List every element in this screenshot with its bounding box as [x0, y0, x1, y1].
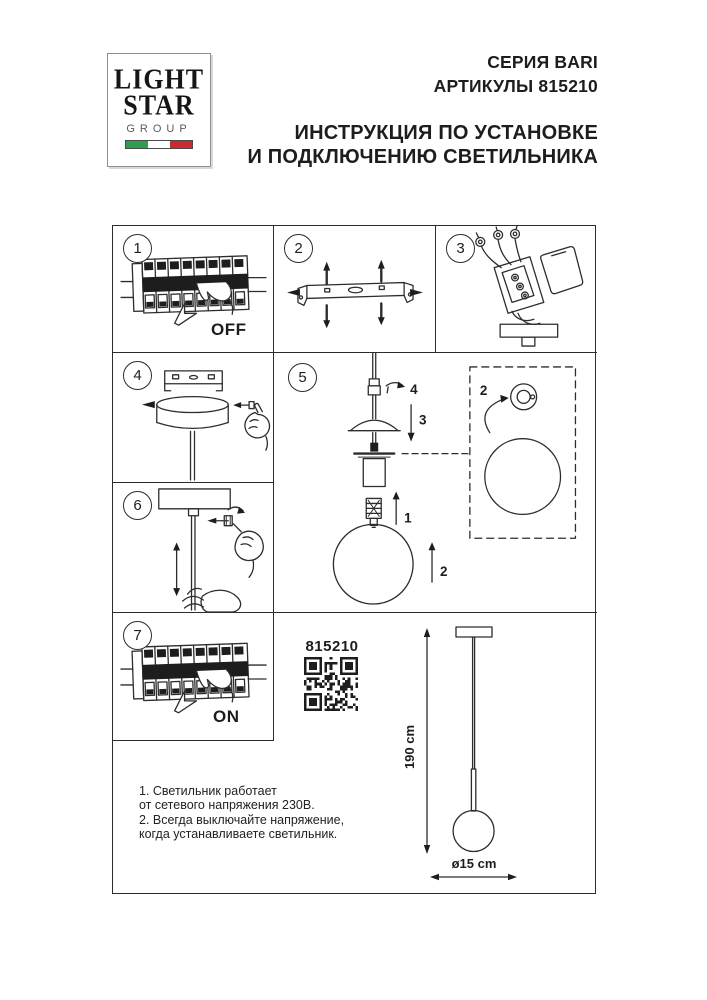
upper-hand-icon: [233, 524, 263, 578]
pendant-dimension-drawing: [402, 619, 597, 891]
inset-label-2: 2: [479, 382, 488, 398]
qr-code: [304, 657, 358, 711]
step-1-number-badge: 1: [123, 234, 152, 263]
globe-up-callout: [429, 542, 448, 582]
flag-green: [126, 141, 148, 148]
bulb-up-callout: [393, 491, 412, 525]
hand-icon: [245, 404, 270, 451]
height-label: 190 cm: [402, 724, 417, 770]
step-6-number-badge: 6: [123, 491, 152, 520]
callout-3: 3: [419, 412, 427, 428]
cover-icon: [541, 247, 583, 294]
double-arrow-icon: [173, 543, 180, 597]
retaining-ring-icon: [511, 384, 537, 410]
off-label: OFF: [211, 320, 247, 339]
steps-grid: [112, 225, 596, 894]
socket-assembly: [354, 433, 394, 487]
logo-star: STAR: [123, 89, 195, 122]
on-label: ON: [213, 707, 240, 726]
rotate-callout: [386, 381, 418, 396]
terminal-plate-icon: [494, 257, 544, 314]
note-line-2: от сетевого напряжения 230В.: [139, 798, 315, 813]
left-arrow-icon: [142, 401, 155, 408]
suspension-rod: [368, 353, 380, 419]
articles-title: АРТИКУЛЫ 815210: [433, 76, 598, 96]
qr-article-label: 815210: [305, 638, 359, 655]
step-1-cell: [113, 226, 274, 353]
step-4-number-badge: 4: [123, 361, 152, 390]
flag-red: [170, 141, 192, 148]
step-7-cell: [113, 613, 274, 741]
ceiling-plate-icon: [159, 489, 230, 516]
logo-light: LIGHT: [113, 63, 205, 96]
insert-down-callout: [408, 405, 427, 442]
step-5-cell: [274, 353, 597, 613]
canopy-icon: [157, 397, 228, 429]
step-2-cell: [274, 226, 436, 353]
bracket-icon: [165, 371, 223, 391]
step-4-cell: [113, 353, 274, 483]
screws-down-icons: [323, 303, 385, 328]
screw-icon: [233, 402, 254, 409]
step-7-number-badge: 7: [123, 621, 152, 650]
flag-white: [148, 141, 170, 148]
diameter-label: ø15 cm: [451, 856, 497, 871]
diameter-dimension: [430, 856, 517, 880]
rotate-arrow: [485, 400, 502, 433]
assembly-illustration: [274, 353, 597, 612]
pendant-lamp-icon: [453, 627, 494, 852]
step-3-cell: [436, 226, 597, 353]
callout-1: 1: [404, 510, 412, 526]
safety-notes: [139, 784, 359, 842]
step-2-number-badge: 2: [284, 234, 313, 263]
step-3-number-badge: 3: [446, 234, 475, 263]
series-title: СЕРИЯ BARI: [487, 52, 598, 72]
shade-dome-icon: [348, 420, 400, 430]
canopy-icon: [500, 311, 558, 346]
screws-up-icons: [323, 260, 385, 285]
callout-4: 4: [410, 381, 418, 397]
header-titles: [247, 50, 598, 169]
rod: [191, 431, 195, 480]
logo-group: GROUP: [126, 123, 192, 135]
note-line-3: 2. Всегда выключайте напряжение,: [139, 812, 345, 827]
callout-2: 2: [439, 564, 448, 580]
italian-flag-icon: [125, 140, 193, 149]
detail-inset: [470, 367, 576, 538]
glass-globe-icon: [333, 524, 413, 604]
note-line-1: 1. Светильник работает: [139, 784, 277, 798]
step-5-number-badge: 5: [288, 363, 317, 392]
note-line-4: когда устанавливаете светильник.: [139, 827, 338, 842]
step-6-cell: [113, 483, 274, 613]
bulb-icon: [366, 498, 381, 527]
lightstar-logo: [107, 53, 211, 167]
height-dimension: [402, 628, 430, 854]
instruction-title-line2: И ПОДКЛЮЧЕНИЮ СВЕТИЛЬНИКА: [247, 146, 598, 168]
wire-eyelets-icons: [476, 226, 520, 246]
bracket-icon: [298, 283, 413, 306]
wires: [481, 239, 521, 268]
set-screw-icon: [207, 507, 245, 526]
instruction-title-line1: ИНСТРУКЦИЯ ПО УСТАНОВКЕ: [294, 122, 598, 144]
inset-globe-icon: [485, 439, 561, 515]
